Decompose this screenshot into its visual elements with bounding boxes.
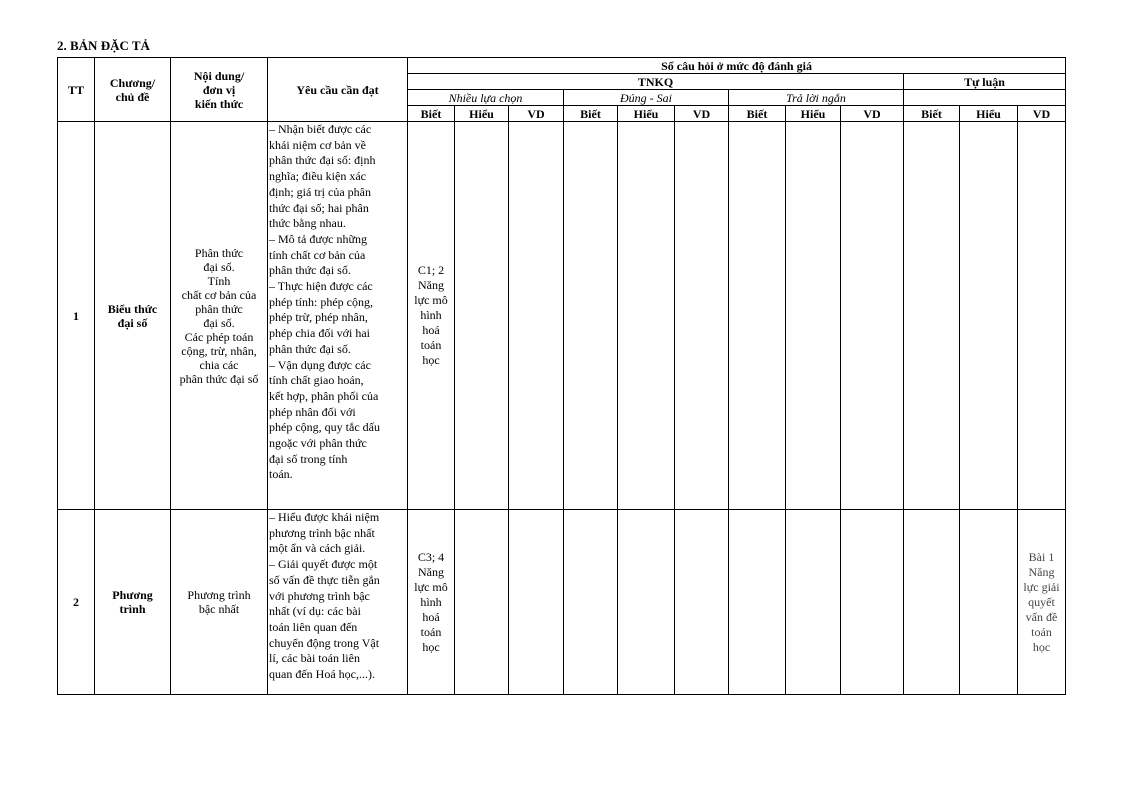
row-content: Phân thức đại số. Tính chất cơ bản của phân thức đại số. Các phép toán cộng, trừ, nhân, chia các phân thức đại số — [171, 122, 268, 510]
header-chapter: Chương/ chủ đề — [95, 58, 171, 122]
empty-cell — [841, 122, 904, 510]
table-row — [58, 122, 1066, 510]
table-row — [58, 510, 1066, 695]
empty-cell — [509, 510, 564, 695]
empty-cell — [564, 122, 618, 510]
header-requirement: Yêu cầu cần đạt — [268, 58, 408, 122]
level-header: Biết — [729, 106, 786, 122]
header-tu-luan-blank — [904, 90, 1066, 106]
empty-cell — [675, 122, 729, 510]
level-header: Biết — [408, 106, 455, 122]
empty-cell — [729, 122, 786, 510]
header-tt: TT — [58, 58, 95, 122]
header-content: Nội dung/ đơn vị kiến thức — [171, 58, 268, 122]
header-short-answer: Trả lời ngắn — [729, 90, 904, 106]
level-header: Hiểu — [618, 106, 675, 122]
level-header: VD — [841, 106, 904, 122]
empty-cell — [564, 510, 618, 695]
row-content: Phương trình bậc nhất — [171, 510, 268, 695]
level-header: Hiểu — [786, 106, 841, 122]
header-tu-luan: Tự luận — [904, 74, 1066, 90]
empty-cell — [509, 122, 564, 510]
level-header: VD — [675, 106, 729, 122]
header-tnkq: TNKQ — [408, 74, 904, 90]
empty-cell — [455, 510, 509, 695]
row-tt: 2 — [58, 510, 95, 695]
empty-cell — [786, 510, 841, 695]
row-tt: 1 — [58, 122, 95, 510]
section-title: 2. BẢN ĐẶC TẢ — [57, 38, 150, 53]
row-tl-vd: Bài 1 Năng lực giải quyết vấn đề toán học — [1018, 510, 1066, 695]
empty-cell — [675, 510, 729, 695]
level-header: Hiểu — [960, 106, 1018, 122]
header-multiple-choice: Nhiều lựa chọn — [408, 90, 564, 106]
empty-cell — [618, 122, 675, 510]
empty-cell — [1018, 122, 1066, 510]
row-requirement: – Hiểu được khái niệm phương trình bậc nhất một ẩn và cách giải. – Giải quyết được một số vấn đề thực tiễn gắn với phương trình bậc nhất (ví dụ: các bài toán liên quan đến chuyển động trong Vật lí, các bài toán liên quan đến Hoá học,...). — [268, 510, 408, 695]
row-mc-biet: C3; 4 Năng lực mô hình hoá toán học — [408, 510, 455, 695]
empty-cell — [904, 122, 960, 510]
level-header: VD — [1018, 106, 1066, 122]
empty-cell — [455, 122, 509, 510]
row-requirement: – Nhận biết được các khái niệm cơ bản về phân thức đại số: định nghĩa; điều kiện xác định; giá trị của phân thức đại số; hai phân thức bằng nhau. – Mô tả được những tính chất cơ bản của phân thức đại số. – Thực hiện được các phép tính: phép cộng, phép trừ, phép nhân, phép chia đối với hai phân thức đại số. – Vận dụng được các tính chất giao hoán, kết hợp, phân phối của phép nhân đối với phép cộng, quy tắc dấu ngoặc với phân thức đại số trong tính toán. — [268, 122, 408, 510]
level-header: Hiểu — [455, 106, 509, 122]
empty-cell — [904, 510, 960, 695]
level-header: Biết — [904, 106, 960, 122]
empty-cell — [729, 510, 786, 695]
row-chapter: Biểu thức đại số — [95, 122, 171, 510]
header-true-false: Đúng - Sai — [564, 90, 729, 106]
level-header: VD — [509, 106, 564, 122]
empty-cell — [786, 122, 841, 510]
empty-cell — [841, 510, 904, 695]
row-chapter: Phương trình — [95, 510, 171, 695]
specification-table — [57, 57, 1066, 695]
header-question-count: Số câu hỏi ở mức độ đánh giá — [408, 58, 1066, 74]
empty-cell — [618, 510, 675, 695]
empty-cell — [960, 122, 1018, 510]
empty-cell — [960, 510, 1018, 695]
row-mc-biet: C1; 2 Năng lực mô hình hoá toán học — [408, 122, 455, 510]
level-header: Biết — [564, 106, 618, 122]
